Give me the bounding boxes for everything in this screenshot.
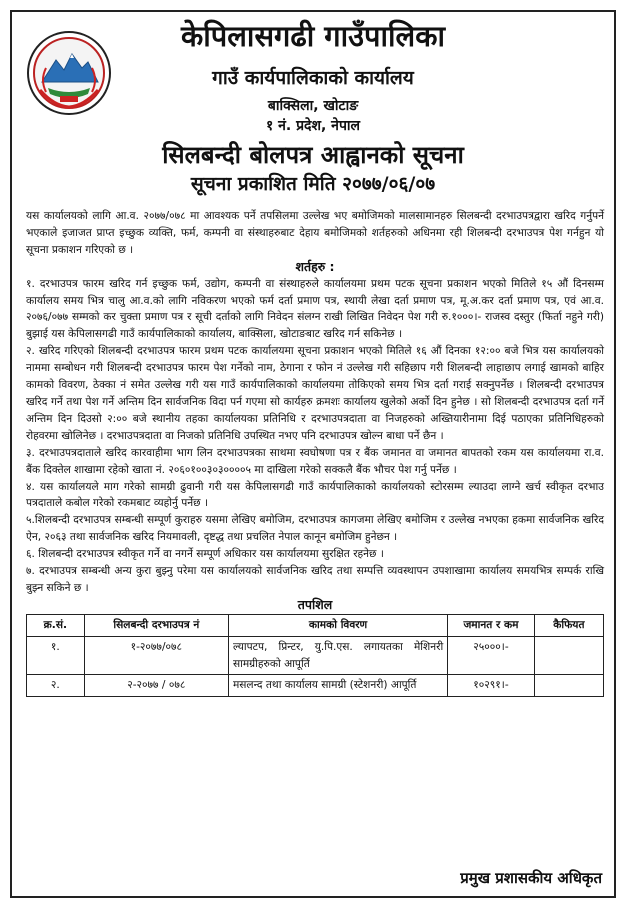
- notice-body: [26, 208, 604, 697]
- signature-title: प्रमुख प्रशासकीय अधिकृत: [460, 869, 602, 887]
- notice-page: [10, 10, 616, 898]
- office-name: गाउँ कार्यपालिकाको कार्यालय: [212, 67, 414, 89]
- table-header-row: [27, 614, 604, 636]
- cell-description: ल्यापटप, प्रिन्टर, यु.पि.एस. लगायतका मेशिनरी सामग्रीहरुको आपूर्ति: [228, 636, 447, 675]
- table-title: तपशिल: [297, 596, 333, 612]
- publish-date: सूचना प्रकाशित मिति २०७७/०६/०७: [190, 173, 436, 195]
- condition-item: ३. दरभाउपत्रदाताले खरिद कारवाहीमा भाग लिन दरभाउपत्रका साथमा स्वघोषणा पत्र र बैंक जमानत वा जमानत बापतको रकम यस कार्यालयमा रा.व. बैंक दिक्तेल शाखामा रहेको खाता नं. २०६०१००३०३००००५ मा दाखिला गरेको सक्कलै बैंक भौचर पेश गर्नु पर्नेछ ।: [26, 446, 604, 476]
- col-description-header: कामको विवरण: [228, 614, 447, 636]
- tender-table: [26, 614, 604, 698]
- condition-item: ६. शिलबन्दी दरभाउपत्र स्वीकृत गर्ने वा नगर्ने सम्पूर्ण अधिकार यस कार्यालयमा सुरक्षित रहनेछ ।: [26, 548, 384, 561]
- condition-item: २. खरिद गरिएको शिलबन्दी दरभाउपत्र फारम प्रथम पटक कार्यालयमा सूचना प्रकाशन भएको मितिले १६ औं दिनका १२:०० बजे भित्र यस कार्यालयको नाममा सम्बोधन गरी शिलबन्दी दरभाउपत्र फारम पेश गर्नेको नाम, ठेगाना र फोन नं उल्लेख गरी सहिछाप गरी शिलबन्दी लाहाछाप लगाई खामको बाहिर कामको विवरण, ठेक्का नं समेत उल्लेख गरी यस गाउँ कार्यपालिकाको कार्यालयमा तोकिएको समय भित्र दर्ता गराई सक्नुपर्नेछ । शिलबन्दी दरभाउपत्र खरिद गर्ने तथा पेश गर्ने अन्तिम दिन सार्वजनिक विदा पर्न गएमा सो कार्यहरु क्रमशः कार्यालय खुलेको अर्को दिन हुनेछ । सो शिलबन्दी दरभाउपत्र दर्ता गर्ने अन्तिम दिन दिउसो २:०० बजे स्थानीय तहका कार्यालयका प्रतिनिधि र दरभाउपत्रदाता वा निजहरुको अख्तियारीनामा दिई पठाएका प्रतिनिधिहरुको रोहवरमा खोलिनेछ । दरभाउपत्रदाता वा निजको प्रतिनिधि उपस्थित नभए पनि दरभाउपत्र खोल्न बाधा पर्ने छैन ।: [26, 345, 604, 442]
- col-amount-header: जमानत र कम: [448, 614, 535, 636]
- cell-serial: १.: [27, 636, 85, 675]
- cell-serial: २.: [27, 675, 85, 697]
- condition-item: १. दरभाउपत्र फारम खरिद गर्न इच्छुक फर्म, उद्योग, कम्पनी वा संस्थाहरुले कार्यालयमा प्रथम पटक सूचना प्रकाशन भएको मितिले १५ औं दिनसम्म कार्यालय समय भित्र चालु आ.व.को लागि नविकरण भएको फर्म दर्ता प्रमाण पत्र, स्थायी लेखा दर्ता प्रमाण पत्र, मू.अ.कर दर्ता प्रमाण पत्र, एवं आ.व. २०७६/०७७ सम्मको कर चुक्ता प्रमाण पत्र र सूची दर्ताको लागि निवेदन संलग्न राखी लिखित निवेदन पेश गरी रु.१०००।- राजस्व दस्तुर (फिर्ता नहुने गरी) बुझाई यस केपिलासगढी गाउँ कार्यपालिकाको कार्यालय, बाक्सिला, खोटाङबाट खरिद गर्न सकिनेछ ।: [26, 277, 604, 341]
- cell-description: मसलन्द तथा कार्यालय सामग्री (स्टेशनरी) आपूर्ति: [228, 675, 447, 697]
- col-remarks-header: कैफियत: [534, 614, 603, 636]
- condition-item: ५.शिलबन्दी दरभाउपत्र सम्बन्धी सम्पूर्ण कुराहरु यसमा लेखिए बमोजिम, दरभाउपत्र कागजमा लेखिए बमोजिम र उल्लेख नभएका हकमा सार्वजनिक खरिद ऐन, २०६३ तथा सार्वजनिक खरिद नियमावली, दृष्टद्ध तथा प्रचलित नेपाल कानून बमोजिम हुनेछन ।: [26, 514, 604, 544]
- cell-tender-no: २-२०७७ / ०७८: [84, 675, 228, 697]
- table-row: [27, 636, 604, 675]
- condition-item: ७. दरभाउपत्र सम्बन्धी अन्य कुरा बुझ्नु परेमा यस कार्यालयको सार्वजनिक खरिद तथा सम्पत्ति व्यवस्थापन उपशाखामा कार्यालय समयभित्र सम्पर्क राखि बुझ्न सकिने छ ।: [26, 565, 604, 594]
- cell-amount: १०२९१।-: [448, 675, 535, 697]
- province: १ नं. प्रदेश, नेपाल: [265, 118, 361, 134]
- notice-header: [12, 12, 614, 202]
- condition-item: ४. यस कार्यालयले माग गरेको सामग्री ढुवानी गरी यस केपिलासगढी गाउँ कार्यपालिकाको कार्यालयको स्टोरसम्म ल्याउदा लाग्ने खर्च स्वीकृत दरभाउ पत्रदाताले कबोल गरेको रकमबाट व्यहोर्नु पर्नेछ ।: [26, 480, 604, 510]
- org-name: केपिलासगढी गाउँपालिका: [181, 19, 445, 53]
- table-row: [27, 675, 604, 697]
- cell-remarks: [534, 675, 603, 697]
- office-location: बाक्सिला, खोटाङ: [267, 98, 359, 114]
- col-tender-no-header: सिलबन्दी दरभाउपत्र नं: [84, 614, 228, 636]
- col-serial-header: क्र.सं.: [27, 614, 85, 636]
- notice-title: सिलबन्दी बोलपत्र आह्वानको सूचना: [162, 141, 464, 169]
- intro-paragraph: यस कार्यालयको लागि आ.व. २०७७/०७८ मा आवश्यक पर्ने तपसिलमा उल्लेख भए बमोजिमको मालसामानहरु सिलबन्दी दरभाउपत्रद्वारा खरिद गर्नुपर्ने भएकाले इजाजत प्राप्त इच्छुक व्यक्ति, फर्म, कम्पनी वा संस्थाहरुबाट देहाय बमोजिमको शर्तहरुको अधिनमा रही शिलबन्दी दरभाउपत्र पेश गर्नहुन यो सूचना प्रकाशन गरिएको छ ।: [26, 210, 604, 256]
- cell-amount: २५०००।-: [448, 636, 535, 675]
- cell-tender-no: १-२०७७/०७८: [84, 636, 228, 675]
- cell-remarks: [534, 636, 603, 675]
- conditions-title: शर्तहरु :: [295, 258, 335, 274]
